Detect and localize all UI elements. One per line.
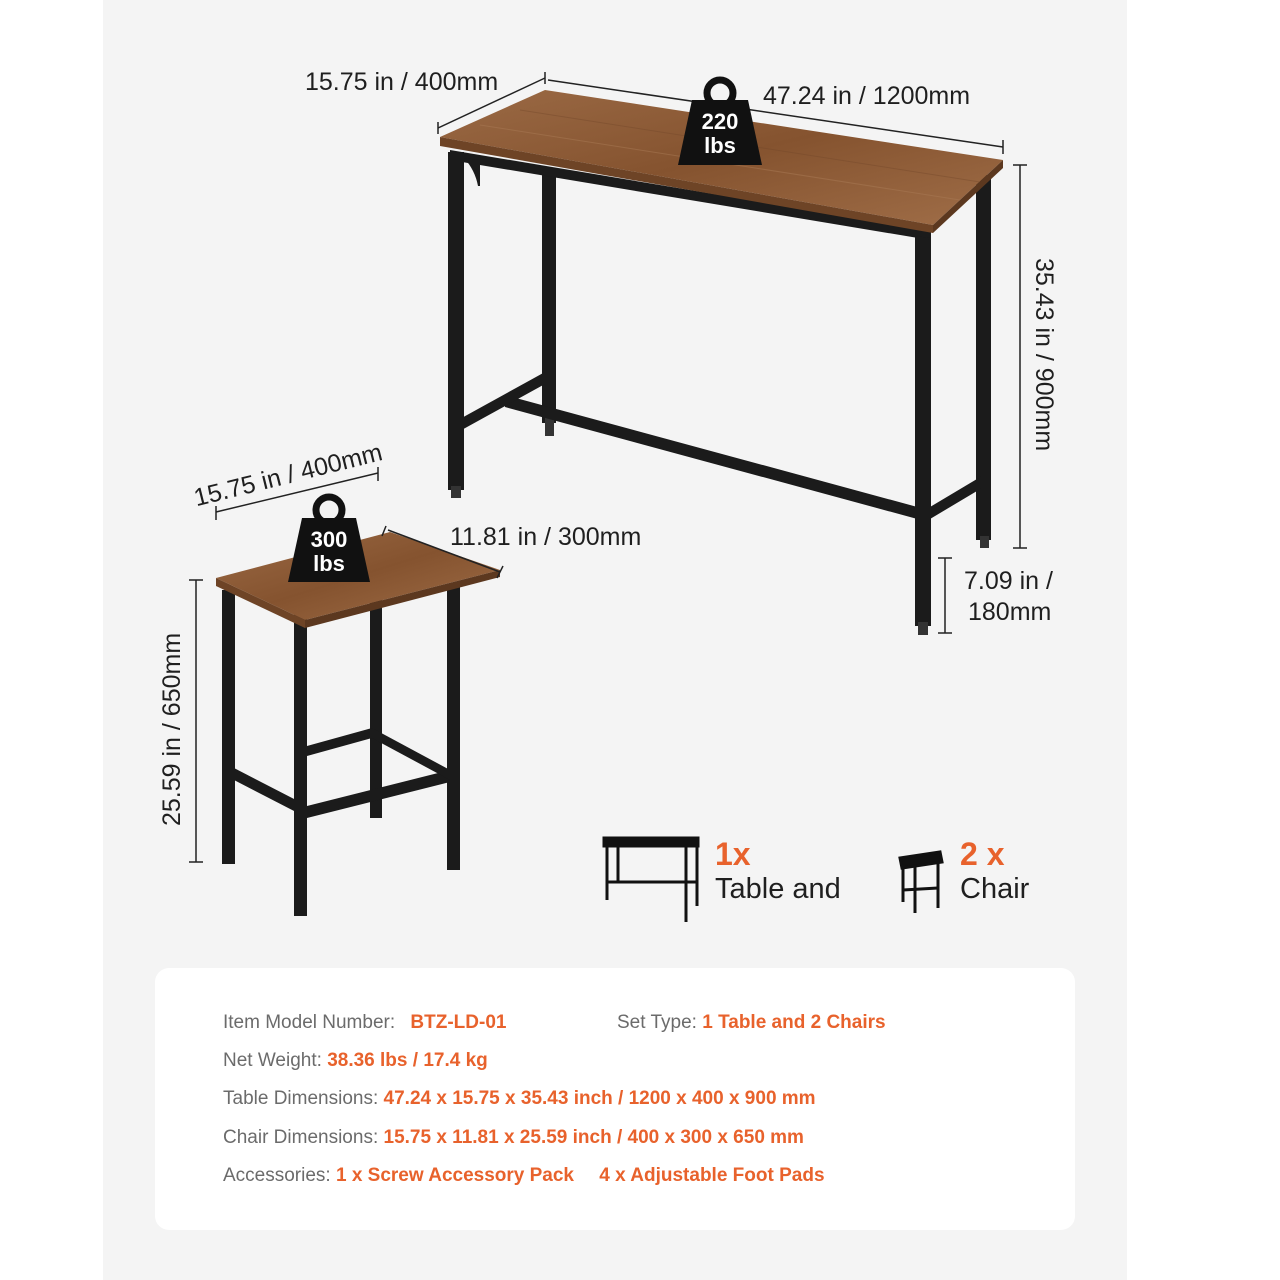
- table-long-stretcher: [505, 395, 921, 520]
- accessories-label: Accessories:: [223, 1165, 331, 1186]
- table-load-unit: lbs: [704, 133, 736, 158]
- chair-width-label: 15.75 in / 400mm: [191, 438, 386, 513]
- weight-label: Net Weight:: [223, 1050, 322, 1071]
- table-load-value: 220: [701, 109, 739, 134]
- chair-count: 2 x: [960, 836, 1005, 872]
- chair-leg-back-right: [370, 580, 382, 818]
- spec-row-model: [223, 1012, 506, 1034]
- accessory-screw-pack: 1 x Screw Accessory Pack: [335, 1165, 575, 1186]
- bar-table: [440, 90, 1003, 635]
- chair-leg-front-right: [447, 584, 460, 870]
- table-foot-pad: [918, 622, 928, 635]
- table-name: Table and: [715, 873, 841, 905]
- set-type-label: Set Type:: [617, 1012, 697, 1033]
- table-length-label: 47.24 in / 1200mm: [763, 82, 971, 110]
- chair-name: Chair: [960, 873, 1030, 905]
- table-dimensions-label: Table Dimensions:: [223, 1088, 379, 1109]
- chair-leg-back-left: [222, 590, 235, 864]
- table-leg-front-right: [915, 228, 931, 626]
- table-foot-pad: [980, 536, 989, 548]
- accessory-foot-pads: 4 x Adjustable Foot Pads: [599, 1165, 825, 1186]
- table-foot-pad: [545, 418, 554, 436]
- table-height-label: 35.43 in / 900mm: [1030, 258, 1058, 452]
- table-side-stretcher-right: [925, 476, 982, 522]
- chair-leg-front-left: [294, 596, 307, 916]
- table-leg-back-left: [542, 168, 556, 423]
- foot-height-label-line2: 180mm: [968, 598, 1052, 626]
- chair-depth-label: 11.81 in / 300mm: [450, 523, 642, 551]
- chair-load-text: [297, 528, 361, 576]
- spec-row-chair-dimensions: [223, 1127, 804, 1149]
- table-dimensions-value: 47.24 x 15.75 x 35.43 inch / 1200 x 400 x 900 mm: [383, 1088, 816, 1109]
- table-leg-front-left: [448, 152, 464, 490]
- spec-row-accessories: [223, 1165, 825, 1187]
- table-count: 1x: [715, 836, 751, 872]
- chair-load-value: 300: [310, 527, 348, 552]
- weight-value: 38.36 lbs / 17.4 kg: [327, 1050, 488, 1071]
- chair-height-label: 25.59 in / 650mm: [158, 632, 186, 826]
- bar-chair: [216, 532, 500, 916]
- set-type-value: 1 Table and 2 Chairs: [702, 1012, 886, 1033]
- table-depth-label: 15.75 in / 400mm: [305, 68, 499, 96]
- chair-dimensions-value: 15.75 x 11.81 x 25.59 inch / 400 x 300 x 650 mm: [383, 1127, 804, 1148]
- table-foot-pad: [451, 486, 461, 498]
- table-side-stretcher-left: [458, 372, 545, 432]
- table-outline-icon: [604, 838, 698, 922]
- model-label: Item Model Number:: [223, 1012, 396, 1033]
- foot-height-label-line1: 7.09 in /: [964, 567, 1053, 595]
- spec-row-set-type: [617, 1012, 886, 1034]
- spec-card: [155, 968, 1075, 1230]
- table-load-text: [688, 110, 752, 158]
- spec-row-weight: [223, 1050, 488, 1072]
- chair-dimensions-label: Chair Dimensions:: [223, 1127, 379, 1148]
- spec-row-table-dimensions: [223, 1088, 816, 1110]
- chair-load-unit: lbs: [313, 551, 345, 576]
- chair-outline-icon: [900, 852, 942, 913]
- model-value: BTZ-LD-01: [410, 1012, 507, 1033]
